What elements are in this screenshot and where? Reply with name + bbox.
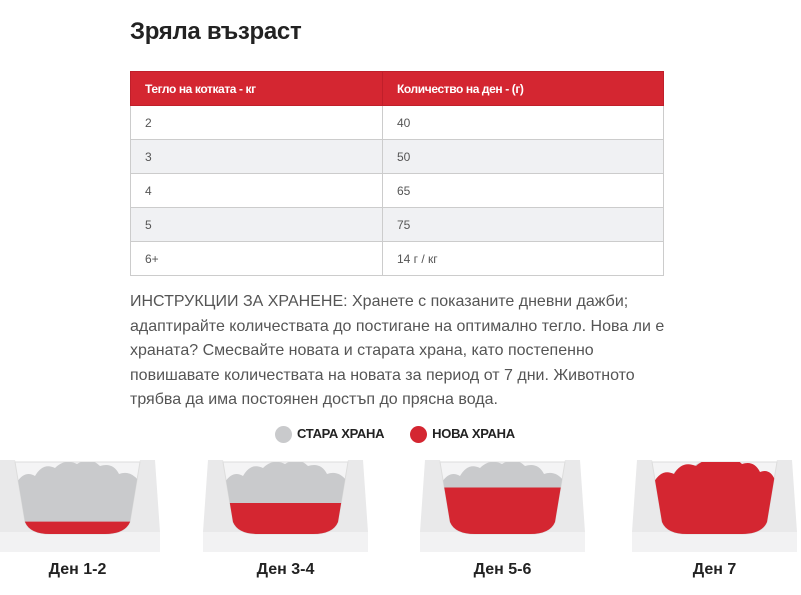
legend: [275, 426, 515, 443]
cell-weight: 5: [131, 208, 383, 242]
legend-new: [410, 426, 515, 443]
legend-new-label: НОВА ХРАНА: [432, 426, 515, 441]
cell-weight: 2: [131, 106, 383, 140]
feeding-table: [130, 71, 664, 276]
header-weight: Тегло на котката - кг: [131, 72, 383, 106]
header-amount: Количество на ден - (г): [383, 72, 664, 106]
cell-amount: 65: [383, 174, 664, 208]
day-label: Ден 7: [692, 561, 737, 578]
feeding-instructions: ИНСТРУКЦИИ ЗА ХРАНЕНЕ: Хранете с показаните дневни дажби; адаптирайте количествата до постигане на оптимално тегло. Нова ли е храната? Смесвайте новата и старата храна, като постепенно повишавате количествата на новата за период от 7 дни. Животното трябва да има постоянен достъп до прясна вода.: [130, 293, 665, 408]
new-food-dot-icon: [410, 426, 427, 443]
cell-amount: 14 г / кг: [383, 242, 664, 276]
table-row: [131, 106, 664, 140]
day-label: Ден 5-6: [473, 561, 532, 578]
old-food-dot-icon: [275, 426, 292, 443]
table-row: [131, 140, 664, 174]
cell-amount: 50: [383, 140, 664, 174]
day-label: Ден 1-2: [48, 561, 107, 578]
cell-weight: 6+: [131, 242, 383, 276]
food-bowl: [632, 452, 797, 552]
day-label: Ден 3-4: [256, 561, 315, 578]
food-bowl: [0, 452, 160, 552]
cell-weight: 3: [131, 140, 383, 174]
cell-amount: 40: [383, 106, 664, 140]
legend-old: [275, 426, 384, 443]
food-bowl: [420, 452, 585, 552]
food-bowl: [203, 452, 368, 552]
legend-old-label: СТАРА ХРАНА: [297, 426, 385, 441]
cell-amount: 75: [383, 208, 664, 242]
table-row: [131, 242, 664, 276]
table-row: [131, 208, 664, 242]
page-title: Зряла възраст: [130, 18, 302, 45]
cell-weight: 4: [131, 174, 383, 208]
table-row: [131, 174, 664, 208]
